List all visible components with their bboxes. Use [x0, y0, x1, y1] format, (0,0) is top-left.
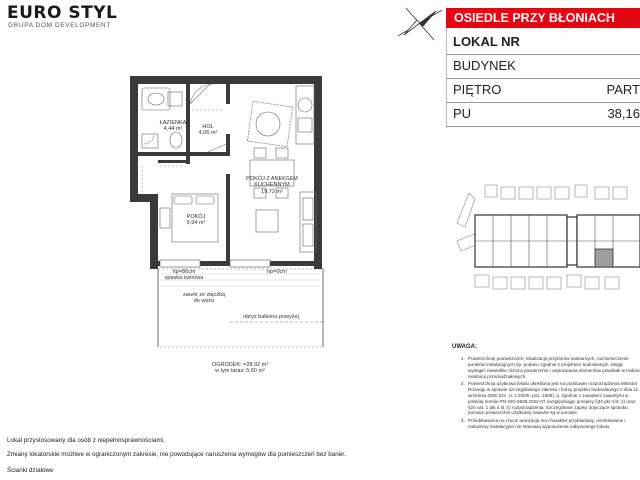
info-label-area: PU — [453, 106, 472, 121]
sill-left-label — [162, 269, 206, 282]
room-bedroom-name: POKÓJ — [186, 214, 206, 220]
info-row-unit — [446, 31, 640, 55]
sill-left-height: hp=86cm — [172, 269, 196, 275]
valve-line1: zawór ze złączką — [183, 292, 225, 298]
sill-left-note: spaska żwirowa — [164, 275, 204, 282]
footer-partitions: Ścianki działowe — [7, 467, 54, 474]
brand-tagline: GRUPA DOM DEVELOPMENT — [8, 22, 111, 29]
room-bathroom-name: ŁAZIENKA — [159, 120, 187, 126]
info-row-floor — [446, 79, 640, 103]
info-label-building: BUDYNEK — [453, 58, 516, 73]
north-arrow-icon — [392, 2, 448, 44]
room-living-name: POKÓJ Z ANEKSEM — [246, 176, 298, 182]
note-item: 2. Powierzchnia użytkowa lokalu określona jest na podstawie rozporządzenia Ministra Rozwoju w sprawie szczegółowego zakresu i formy projektu budowlanego z dnia 11 września 2020 (Dz. U. z 2020r. poz. 1609), tj. zgodnie z zasadami zawartymi w polskiej normie PN-ISO 9836:2022-07 uwzględniając przepisy §34 pkt 4 lit. z) oraz §20 ust. 1 pkt 4 lit. b) rozporządzenia. Szczegółowe zapisy dotyczące sposobu pomiaru powierzchni użytkowej zawarte są w umowie. — [466, 381, 640, 416]
room-hall-name: HOL — [202, 124, 214, 130]
room-hall — [196, 124, 220, 137]
note-item: 1. Powierzchnię pomieszczeń, lokalizację przyborów sanitarnych, rozmieszczenie punktów instalacyjnych itp. podano zgodnie z projektem budowlanym. Mogą wystąpić niewielkie różnice powierzchni i usytuowania elementów powstałe w trakcie realizacji przeciwdziałowych. — [466, 356, 640, 380]
balcony-outline-label: obrys balkonu powyżej — [243, 314, 299, 320]
building-key-plan — [455, 183, 640, 333]
brand-logo: EURO STYL — [7, 3, 118, 23]
room-bathroom-area: 4,44 m² — [163, 126, 183, 133]
info-row-area — [446, 103, 640, 127]
room-bedroom-area: 9,94 m² — [186, 220, 206, 227]
note-item: 3. Przedstawiona na rzucie aranżacja ma charakter przykładowy, umeblowanie i zabudowy instalacyjne nie stanowią wyposażenia nabywanego lokalu. — [466, 418, 640, 430]
terrace-area: w tym taras: 5,60 m² — [215, 368, 265, 375]
info-value-floor: PART — [606, 82, 640, 97]
room-living-area: 19,72 m² — [261, 188, 283, 195]
room-hall-area: 4,06 m² — [198, 130, 218, 137]
room-bedroom — [176, 214, 216, 227]
sill-right-label: hp=0cm — [267, 269, 287, 275]
floor-plan — [120, 74, 336, 350]
garden-label — [198, 362, 282, 375]
info-label-floor: PIĘTRO — [453, 82, 502, 97]
estate-name-banner: OSIEDLE PRZY BŁONIACH — [446, 8, 640, 28]
footer-changes: Zmiany lokatorskie możliwe w ograniczonym zakresie, nie powodujące naruszenia wymogów dla pomieszczeń bez barier. — [7, 451, 346, 458]
notes-list — [452, 356, 640, 431]
room-living-kitchen — [234, 176, 310, 195]
garden-area: OGRÓDEK: =28,92 m² — [211, 362, 269, 368]
room-living-name2: KUCHENNYM — [254, 182, 290, 189]
notes-title: UWAGA: — [452, 344, 477, 350]
highlighted-unit — [595, 249, 613, 267]
valve-line2: do węża — [193, 298, 215, 305]
room-bathroom — [148, 120, 198, 133]
info-label-unit: LOKAL NR — [453, 34, 520, 49]
valve-label — [176, 292, 232, 305]
info-value-area: 38,16 — [607, 106, 640, 121]
footer-accessibility: Lokal przystosowany dla osób z niepełnosprawnościami. — [7, 437, 165, 444]
info-row-building — [446, 55, 640, 79]
